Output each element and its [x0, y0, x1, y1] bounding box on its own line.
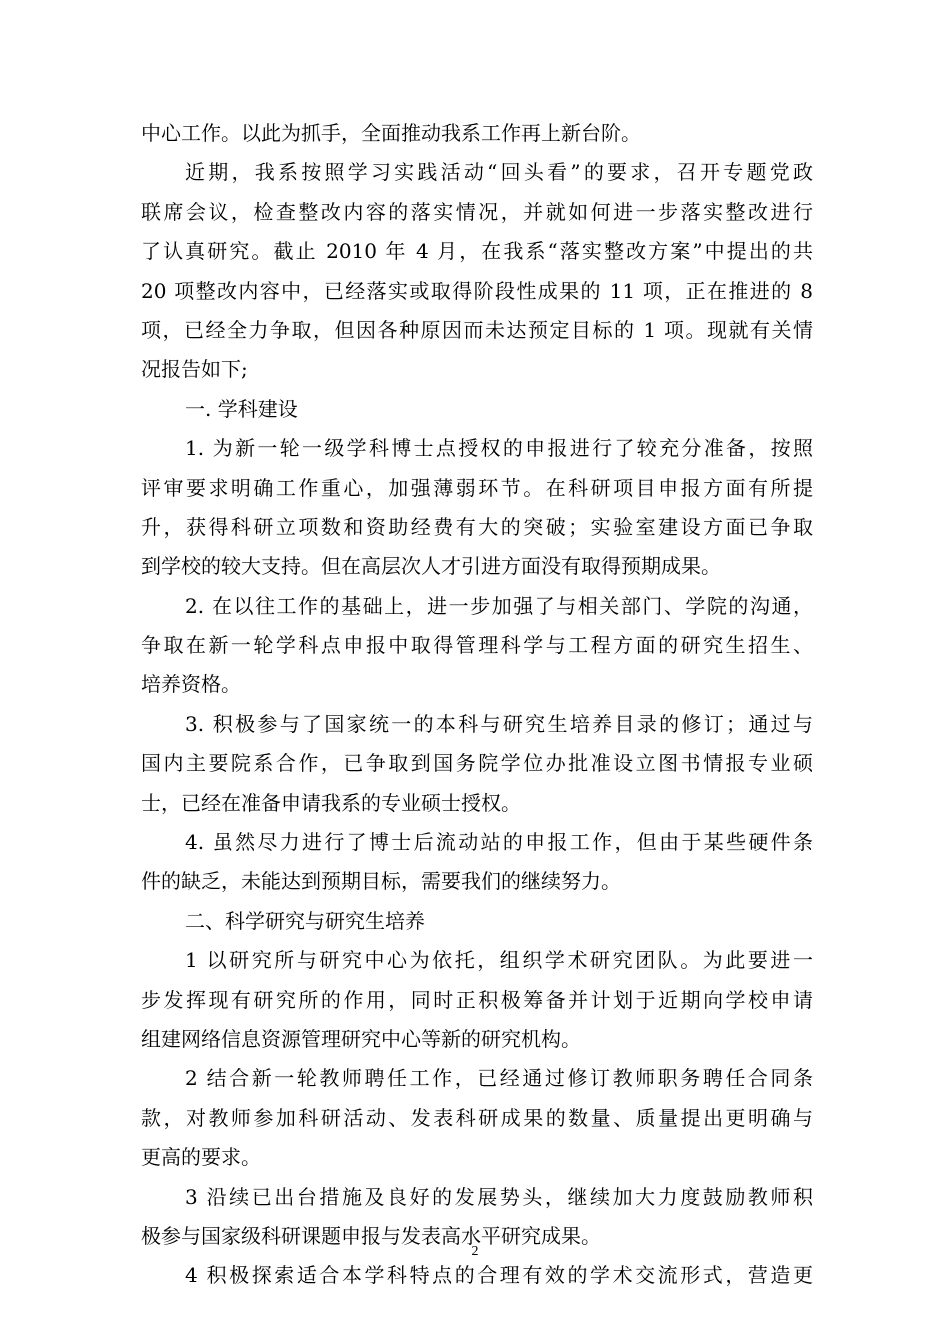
text-line: 项，已经全力争取，但因各种原因而未达预定目标的 1 项。现就有关情	[141, 317, 813, 342]
text-line: 联席会议，检查整改内容的落实情况，并就如何进一步落实整改进行	[141, 199, 813, 224]
text-line: 二、科学研究与研究生培养	[185, 908, 425, 933]
text-line: 国内主要院系合作，已争取到国务院学位办批准设立图书情报专业硕	[141, 751, 813, 776]
text-line: 3 沿续已出台措施及良好的发展势头，继续加大力度鼓励教师积	[185, 1184, 813, 1209]
text-line: 1 以研究所与研究中心为依托，组织学术研究团队。为此要进一	[185, 948, 813, 973]
text-line: 款，对教师参加科研活动、发表科研成果的数量、质量提出更明确与	[141, 1105, 813, 1130]
text-line: 到学校的较大支持。但在高层次人才引进方面没有取得预期成果。	[141, 554, 721, 579]
text-line: 步发挥现有研究所的作用，同时正积极筹备并计划于近期向学校申请	[141, 987, 813, 1012]
text-line: 了认真研究。截止 2010 年 4 月，在我系“落实整改方案”中提出的共	[141, 239, 813, 264]
page-number: 2	[471, 1244, 479, 1259]
text-line: 争取在新一轮学科点申报中取得管理科学与工程方面的研究生招生、	[141, 633, 813, 658]
text-line: 士，已经在准备申请我系的专业硕士授权。	[141, 790, 521, 815]
text-line: 况报告如下;	[141, 357, 248, 382]
text-line: 20 项整改内容中，已经落实或取得阶段性成果的 11 项，正在推进的 8	[141, 278, 813, 303]
text-line: 评审要求明确工作重心，加强薄弱环节。在科研项目申报方面有所提	[141, 475, 813, 500]
text-line: 3. 积极参与了国家统一的本科与研究生培养目录的修订；通过与	[185, 711, 813, 736]
text-line: 更高的要求。	[141, 1145, 261, 1170]
text-line: 件的缺乏，未能达到预期目标，需要我们的继续努力。	[141, 869, 621, 894]
text-line: 4 积极探索适合本学科特点的合理有效的学术交流形式，营造更	[185, 1263, 813, 1288]
text-line: 2 结合新一轮教师聘任工作，已经通过修订教师职务聘任合同条	[185, 1066, 813, 1091]
text-line: 一. 学科建设	[185, 396, 298, 421]
text-line: 组建网络信息资源管理研究中心等新的研究机构。	[141, 1026, 581, 1051]
text-line: 中心工作。以此为抓手，全面推动我系工作再上新台阶。	[141, 121, 641, 145]
text-line: 升，获得科研立项数和资助经费有大的突破；实验室建设方面已争取	[141, 514, 813, 539]
text-line: 2. 在以往工作的基础上，进一步加强了与相关部门、学院的沟通，	[185, 593, 813, 618]
text-line: 培养资格。	[141, 672, 241, 697]
document-body	[141, 114, 813, 1296]
text-line: 极参与国家级科研课题申报与发表高水平研究成果。	[141, 1223, 601, 1248]
text-line: 1. 为新一轮一级学科博士点授权的申报进行了较充分准备，按照	[185, 436, 813, 461]
text-line: 4. 虽然尽力进行了博士后流动站的申报工作，但由于某些硬件条	[185, 830, 813, 855]
text-line: 近期，我系按照学习实践活动“回头看”的要求，召开专题党政	[185, 160, 813, 185]
